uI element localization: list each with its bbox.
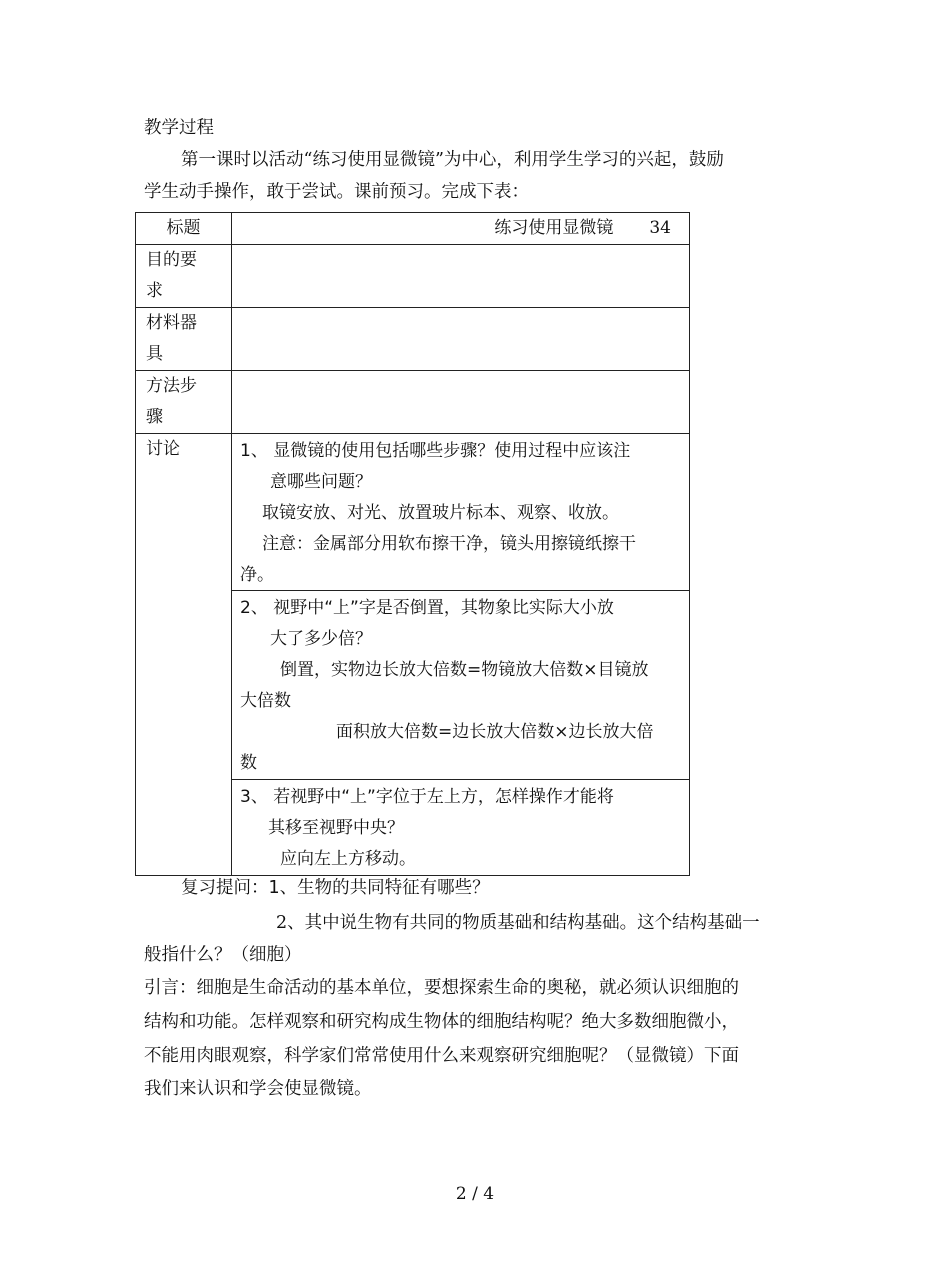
answer-text: 注意：金属部分用软布擦干净，镜头用擦镜纸擦干: [262, 534, 636, 554]
discussion-cell: [232, 434, 690, 591]
answer-text: 数: [240, 753, 257, 773]
answer-text: 净。: [240, 565, 274, 585]
header-label-cell: [136, 213, 232, 245]
review-line-1: 复习提问：1、生物的共同特征有哪些？: [181, 878, 490, 898]
discussion-cell: [232, 780, 690, 876]
intro-line-1: 第一课时以活动“练习使用显微镜”为中心，利用学生学习的兴起，鼓励: [181, 150, 724, 170]
row-label-line: 方法步: [146, 376, 197, 396]
title-cell: [232, 213, 690, 245]
row-label-line: 目的要: [146, 250, 197, 270]
table-row: [136, 371, 690, 434]
lesson-title: 练习使用显微镜: [494, 218, 614, 238]
introduction-line-4: 我们来认识和学会使显微镜。: [144, 1079, 372, 1099]
discussion-cell: [232, 591, 690, 780]
review-line-2: 2、其中说生物有共同的物质基础和结构基础。这个结构基础一: [276, 913, 760, 933]
row-content-cell: [232, 308, 690, 371]
row-label-cell: [136, 371, 232, 434]
answer-text: 取镜安放、对光、放置玻片标本、观察、收放。: [262, 503, 619, 523]
question-text: 意哪些问题？: [270, 472, 372, 492]
table-row: [136, 245, 690, 308]
answer-text: 倒置，实物边长放大倍数=物镜放大倍数×目镜放: [280, 660, 649, 680]
intro-line-2: 学生动手操作，敢于尝试。课前预习。完成下表：: [144, 182, 529, 202]
row-label-line: 求: [146, 281, 163, 301]
question-text: 2、 视野中“上”字是否倒置，其物象比实际大小放: [240, 598, 614, 618]
answer-text: 大倍数: [240, 691, 291, 711]
discussion-label: 讨论: [146, 439, 180, 459]
table-header-row: [136, 213, 690, 245]
discussion-row-1: [136, 434, 690, 591]
discussion-label-cell: [136, 434, 232, 876]
row-content-cell: [232, 371, 690, 434]
question-text: 大了多少倍？: [270, 629, 372, 649]
introduction-line-2: 结构和功能。怎样观察和研究构成生物体的细胞结构呢？绝大多数细胞微小，: [144, 1012, 739, 1032]
row-label-line: 骤: [146, 407, 163, 427]
table-row: [136, 308, 690, 371]
answer-text: 应向左上方移动。: [280, 849, 416, 869]
introduction-line-1: 引言：细胞是生命活动的基本单位，要想探索生命的奥秘，就必须认识细胞的: [144, 978, 739, 998]
question-text: 其移至视野中央？: [268, 818, 404, 838]
introduction-line-3: 不能用肉眼观察，科学家们常常使用什么来观察研究细胞呢？（显微镜）下面: [144, 1046, 739, 1066]
page-number: 2 / 4: [455, 1184, 495, 1204]
row-label-cell: [136, 308, 232, 371]
answer-text: 面积放大倍数=边长放大倍数×边长放大倍: [336, 722, 654, 742]
lesson-number: 34: [649, 218, 671, 238]
lesson-table: [135, 212, 690, 876]
review-line-3: 般指什么？（细胞）: [144, 945, 302, 965]
question-text: 3、 若视野中“上”字位于左上方，怎样操作才能将: [240, 787, 614, 807]
question-text: 1、 显微镜的使用包括哪些步骤？使用过程中应该注: [240, 441, 631, 461]
row-content-cell: [232, 245, 690, 308]
row-label-line: 具: [146, 344, 163, 364]
row-label-cell: [136, 245, 232, 308]
header-label: 标题: [166, 218, 201, 238]
section-heading: 教学过程: [144, 118, 214, 138]
row-label-line: 材料器: [146, 313, 197, 333]
